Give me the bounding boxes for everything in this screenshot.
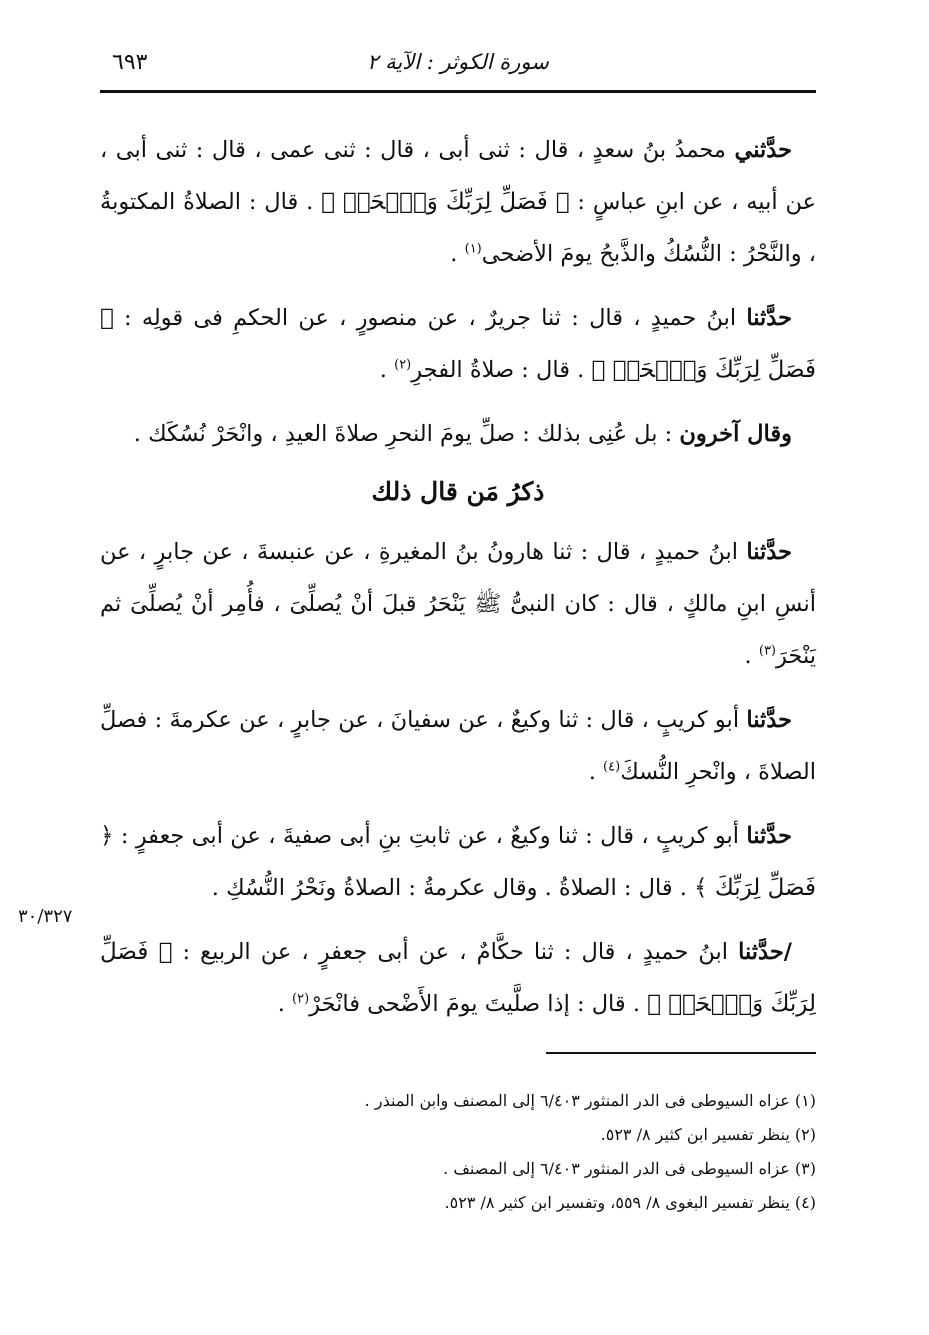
paragraph-1 — [100, 124, 816, 280]
paragraph-end: . — [379, 357, 395, 383]
page-header — [100, 44, 816, 93]
quran-verse: ﴿ فَصَلِّ لِرَبِّكَ وَٱنۡحَرۡ ﴾ — [100, 305, 816, 383]
paragraph-text: ابنُ حميدٍ ، قال : ثنا هارونُ بنُ المغيرةِ ، عن عنبسةَ ، عن جابرٍ ، عن أنسِ ابنِ مالكٍ ، قال : كان النبىُّ ﷺ يَنْحَرُ قبلَ أنْ يُصلِّىَ ، فأُمِر أنْ يُصلِّىَ ثم يَنْحَرَ — [100, 539, 816, 669]
paragraph-7 — [100, 926, 816, 1030]
margin-reference: ٣٠/٣٢٧ — [18, 906, 73, 927]
paragraph-lead: حدَّثنا — [746, 823, 792, 849]
paragraph-text: أبو كريبٍ ، قال : ثنا وكيعٌ ، عن سفيانَ ، عن جابرٍ ، عن عكرمةَ : فصلِّ الصلاةَ ، وانْحرِ النُّسكَ — [100, 707, 816, 785]
footnote-1: (١) عزاه السيوطى فى الدر المنثور ٦/٤٠٣ إلى المصنف وابن المنذر . — [364, 1091, 816, 1110]
footnote-divider — [546, 1052, 816, 1054]
paragraph-text: : بل عُنِى بذلك : صلِّ يومَ النحرِ صلاةَ العيدِ ، وانْحَرْ نُسُكَك . — [133, 421, 680, 447]
paragraph-text: أبو كريبٍ ، قال : ثنا وكيعٌ ، عن ثابتِ بنِ أبى صفيةَ ، عن أبى جعفرٍ : — [113, 823, 747, 849]
paragraph-text: . قال : الصلاةُ المكتوبةُ ، والنَّحْرُ : النُّسُكُ والذَّبحُ يومَ الأضحى — [100, 189, 816, 267]
paragraph-end: . — [450, 241, 465, 267]
paragraph-end: . — [277, 991, 293, 1017]
footnote-2: (٢) ينظر تفسير ابن كثير ٨/ ٥٢٣. — [600, 1125, 816, 1144]
paragraph-text: ابنُ حميدٍ ، قال : ثنا جريرٌ ، عن منصورٍ ، عن الحكمِ فى قولِه : — [113, 305, 747, 331]
paragraph-end: . — [744, 643, 759, 669]
paragraph-lead: حدَّثني — [734, 137, 792, 163]
paragraph-2 — [100, 292, 816, 396]
paragraph-text: محمدُ بنُ سعدٍ ، قال : ثنى أبى ، قال : ثنى عمى ، قال : ثنى أبى ، عن أبيه ، عن ابنِ عباسٍ : — [100, 137, 817, 215]
paragraph-text: . قال : صلاةُ الفجرِ — [411, 357, 592, 383]
paragraph-lead: /حدَّثنا — [738, 939, 792, 965]
page-number: ٦٩٣ — [112, 50, 148, 75]
paragraph-3 — [100, 408, 816, 460]
paragraph-text: . قال : الصلاةُ . وقال عكرمةُ : الصلاةُ ونَحْرُ النُّسُكِ . — [211, 875, 695, 901]
quran-verse: ﴿ فَصَلِّ لِرَبِّكَ ﴾ — [100, 823, 816, 901]
paragraph-lead: حدَّثنا — [746, 539, 792, 565]
footnote-3: (٣) عزاه السيوطى فى الدر المنثور ٦/٤٠٣ إلى المصنف . — [443, 1159, 816, 1178]
section-title: ذكرُ مَن قال ذلك — [371, 477, 545, 506]
footnote-4: (٤) ينظر تفسير البغوى ٨/ ٥٥٩، وتفسير ابن كثير ٨/ ٥٢٣. — [444, 1193, 816, 1212]
paragraph-end: . — [588, 759, 604, 785]
main-text — [100, 124, 816, 1042]
paragraph-5 — [100, 694, 816, 798]
paragraph-lead: حدَّثنا — [746, 305, 792, 331]
paragraph-4 — [100, 526, 816, 682]
running-title: سورة الكوثر : الآية ٢ — [367, 50, 549, 74]
quran-verse: ﴿ فَصَلِّ لِرَبِّكَ وَٱنۡحَرۡ ﴾ — [321, 189, 570, 215]
paragraph-lead: حدَّثنا — [746, 707, 792, 733]
footnote-marker: (١) — [464, 241, 482, 257]
paragraph-lead: وقال آخرون — [679, 421, 792, 447]
footnotes — [300, 1090, 816, 1226]
footnote-marker: (٣) — [758, 643, 776, 659]
paragraph-text: . قال : إذا صلَّيتَ يومَ الأَضْحى فانْحَرْ — [309, 991, 648, 1017]
footnote-marker: (٢) — [292, 991, 310, 1007]
paragraph-6 — [100, 810, 816, 914]
footnote-marker: (٢) — [394, 357, 412, 373]
quran-verse: ﴿ فَصَلِّ لِرَبِّكَ وَٱنۡحَرۡ ﴾ — [100, 939, 816, 1017]
footnote-marker: (٤) — [603, 759, 621, 775]
paragraph-text: ابنُ حميدٍ ، قال : ثنا حكَّامٌ ، عن أبى جعفرٍ ، عن الربيع : — [172, 939, 739, 965]
